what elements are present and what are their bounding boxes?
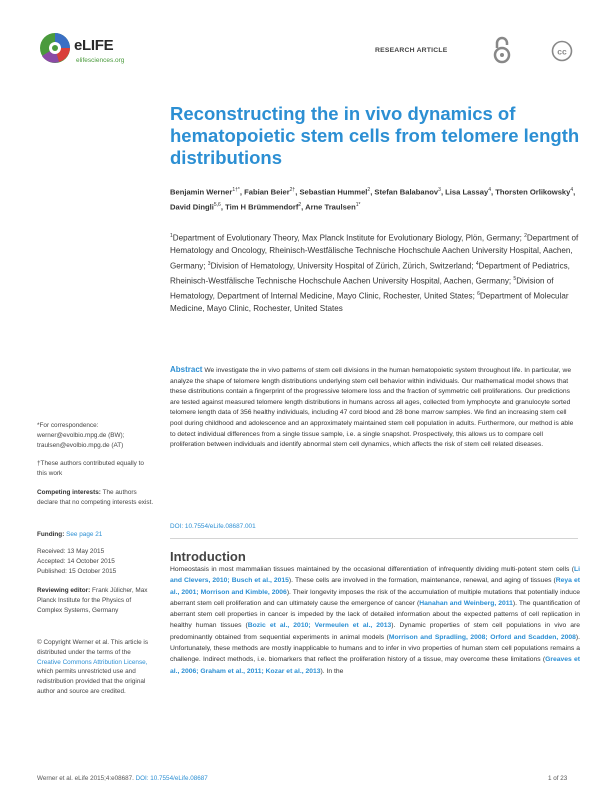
abstract-doi-link[interactable]: DOI: 10.7554/eLife.08687.001 <box>170 523 256 530</box>
footer-citation <box>37 775 208 782</box>
author-affiliation-marker: 2† <box>289 187 296 193</box>
page-number: 1 of 23 <box>548 775 568 782</box>
citation-link[interactable]: Greaves et al., 2006; Graham et al., 2011; Kozar et al., 2013 <box>170 656 580 675</box>
author-name: David Dingli <box>170 202 214 212</box>
author-name: Fabian Beier <box>244 187 290 197</box>
author-affiliation-marker: 1†* <box>232 187 240 193</box>
brand-name: eLIFE <box>74 37 114 54</box>
intro-text-segment: ). Their longevity imposes the risk of the accumulation of multiple mutations that potentially induce aberrant stem cell proliferation and can ultimately cause the emergence of cancer ( <box>170 588 581 607</box>
intro-text-segment: ). These cells are involved in the formation, maintenance, renewal, and aging of tissues ( <box>288 577 556 585</box>
affiliation-text: Department of Molecular Medicine, Mayo Clinic, Rochester, United States <box>170 291 569 314</box>
author-affiliation-marker: 2 <box>298 202 302 209</box>
publication-dates <box>37 547 155 576</box>
correspondence-note: *For correspondence: werner@evolbio.mpg.de (BW); traulsen@evolbio.mpg.de (AT) <box>37 422 125 449</box>
author-name: Arne Traulsen <box>305 202 356 212</box>
reviewing-editor <box>37 586 155 615</box>
footer-doi-link[interactable]: DOI: 10.7554/eLife.08687 <box>135 775 208 782</box>
citation-link[interactable]: Hanahan and Weinberg, 2011 <box>419 599 513 607</box>
creative-commons-icon <box>551 40 573 62</box>
copyright-text: © Copyright Werner et al. This article is distributed under the terms of the <box>37 639 149 656</box>
funding-label: Funding: <box>37 531 65 538</box>
elife-logo-icon[interactable] <box>37 30 73 66</box>
introduction-heading: Introduction <box>170 549 246 564</box>
author-affiliation-marker: 4 <box>570 187 574 193</box>
abstract <box>170 365 578 451</box>
license-link[interactable]: Creative Commons Attribution License, <box>37 658 148 666</box>
author-affiliation-marker: 2 <box>367 187 371 193</box>
author-name: Sebastian Hummel <box>299 187 368 197</box>
author-affiliation-marker: 4 <box>488 187 492 193</box>
copyright-notice <box>37 638 155 697</box>
copyright-text-end: which permits unrestricted use and redistribution provided that the original author and source are credited. <box>37 668 146 695</box>
intro-text-segment: ). Dynamic properties of stem cell populations in vivo are predominantly obtained from sequential experiments in animal models ( <box>170 622 580 641</box>
affiliation-marker: 5 <box>513 275 517 282</box>
affiliation-text: Division of Hematology, Department of Internal Medicine, Mayo Clinic, Rochester, United States; <box>170 276 554 301</box>
reviewing-editor-text: Frank Jülicher, Max Planck Institute for the Physics of Complex Systems, Germany <box>37 587 148 614</box>
citation-link[interactable]: Morrison and Spradling, 2008; Orford and Scadden, 2008 <box>388 633 576 641</box>
author-affiliation-marker: 1* <box>355 202 361 209</box>
funding <box>37 530 155 540</box>
equal-contribution-note: †These authors contributed equally to this work <box>37 460 144 477</box>
author-affiliation-marker: 5,6 <box>213 202 221 209</box>
citation-link[interactable]: Bozic et al., 2010; Vermeulen et al., 2013 <box>247 622 392 630</box>
intro-text-segment: ). Unfortunately, these methods are mostly inapplicable to humans and to infer in vivo properties of human stem cell populations remains a challenge. Indirect methods, i.e. biomarkers that reflect the proliferation history of a tissue, may overcome these limitations ( <box>170 633 580 664</box>
author-affiliation-marker: 3 <box>438 187 441 193</box>
affiliation-marker: 3 <box>207 260 211 267</box>
affiliation-marker: 1 <box>170 233 173 239</box>
competing-interests-label: Competing interests: <box>37 489 101 496</box>
competing-interests <box>37 488 155 508</box>
author-name: Benjamin Werner <box>170 187 233 197</box>
affiliation-text: Division of Hematology, University Hospital of Zürich, Zürich, Switzerland; <box>210 261 476 271</box>
author-name: Tim H Brümmendorf <box>225 202 299 212</box>
affiliation-marker: 2 <box>524 233 527 239</box>
author-name: Lisa Lassay <box>445 187 489 197</box>
accepted-date: Accepted: 14 October 2015 <box>37 557 115 565</box>
author-name: Stefan Balabanov <box>374 187 439 197</box>
affiliation-marker: 6 <box>477 291 480 298</box>
abstract-text: We investigate the in vivo patterns of stem cell divisions in the human hematopoietic system throughout life. In particular, we analyze the shape of telomere length distributions underlying stem cell behavior within individuals. Our mathematical model shows that these distributions contain a fingerprint of the progressive telomere loss and the fraction of symmetric cell proliferations. Our predictions are tested against measured telomere length distributions in humans across all ages, collected from lymphocyte and granulocyte sorted telomere length data of 356 healthy individuals, including 47 cord blood and 28 bone marrow samples. We find an increasing stem cell pool during childhood and adolescence and an approximately maintained stem cell population in adults. Furthermore, our method is able to detect individual differences from a single tissue sample, i.e. a single snapshot. Prospectively, this allows us to compare cell proliferation between individuals and identify abnormal stem cell dynamics, which affects the risk of stem cell related diseases. <box>170 367 574 449</box>
intro-text-segment: Homeostasis in most mammalian tissues maintained by the occasional differentiation of infrequently dividing multi-potent stem cells ( <box>170 566 574 573</box>
affiliation-text: Department of Evolutionary Theory, Max Planck Institute for Evolutionary Biology, Plön, Germany; <box>172 233 525 243</box>
citation-text: Werner et al. eLife 2015;4:e08687. <box>37 775 134 782</box>
citation-link[interactable]: Reya et al., 2001; Morrison and Kimble, 2006 <box>170 577 580 596</box>
affiliation-text: Department of Pediatrics, Rheinisch-Westfälische Technische Hochschule Aachen University Hospital, Aachen, Germany; <box>170 261 570 286</box>
open-access-icon <box>491 36 513 64</box>
author-name: Thorsten Orlikowsky <box>495 187 571 197</box>
article-title: Reconstructing the in vivo dynamics of hematopoietic stem cells from telomere length distributions <box>170 103 580 168</box>
abstract-heading: Abstract <box>170 365 203 374</box>
affiliation-marker: 4 <box>475 260 479 267</box>
published-date: Published: 15 October 2015 <box>37 567 117 575</box>
affiliations <box>170 230 590 316</box>
author-list: Benjamin Werner$^{1\dagger*}$, Fabian Beier$^{2\dagger}$, Sebastian Hummel$^2$, Stefan Balabanov$^3$, Lisa Lassay$^4$, Thorsten Orlikowsky$^4$, David Dingli$^{5,6}$, Tim H Brümmendorf$^2$, Arne Traulsen$^{1*}$ <box>170 187 576 212</box>
citation-link[interactable]: Li and Clevers, 2010; Busch et al., 2015 <box>170 566 580 585</box>
svg-text:cc: cc <box>557 46 567 57</box>
received-date: Received: 13 May 2015 <box>37 548 105 555</box>
funding-link[interactable]: See page 21 <box>66 531 103 538</box>
intro-text-segment: ). The quantification of aberrant stem cell properties in cancer is impeded by the lack of detailed information about the expected patterns of cell replication in healthy human tissues ( <box>170 599 580 630</box>
introduction-text <box>170 564 580 677</box>
affiliation-text: Department of Hematology and Oncology, Rheinisch-Westfälische Technische Hochschule Aachen University Hospital, Aachen, Germany; <box>170 233 579 271</box>
article-type-label: RESEARCH ARTICLE <box>375 47 448 54</box>
intro-text-segment: ). In the <box>320 667 344 675</box>
competing-interests-text: The authors declare that no competing interests exist. <box>37 489 154 506</box>
brand-url[interactable]: elifesciences.org <box>76 57 125 64</box>
section-divider <box>170 538 578 539</box>
reviewing-editor-label: Reviewing editor: <box>37 587 91 594</box>
